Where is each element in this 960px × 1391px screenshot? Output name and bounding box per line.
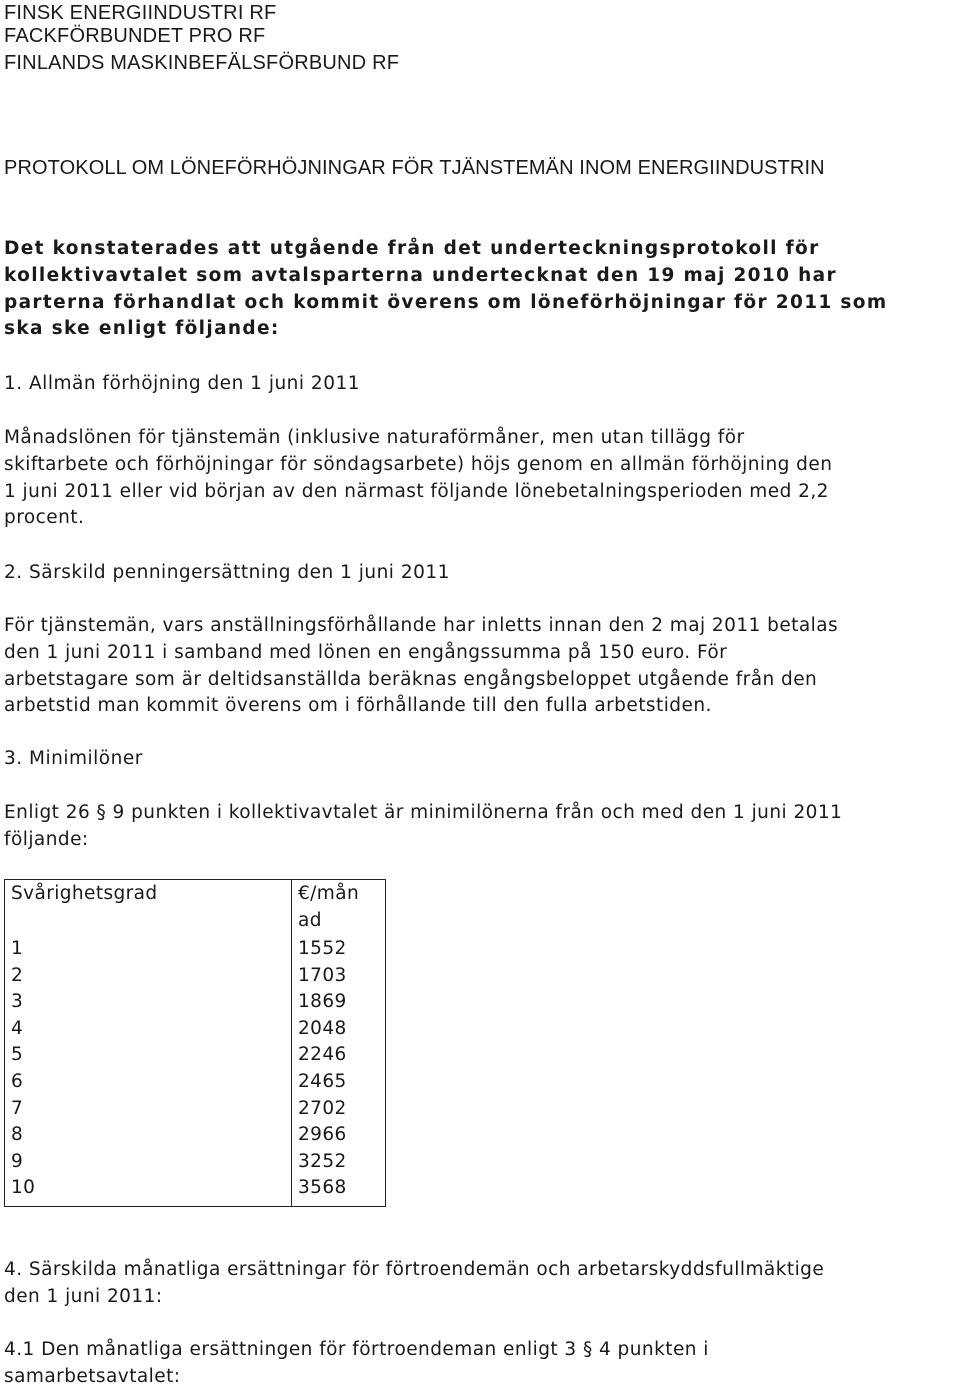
table-row xyxy=(5,1122,386,1149)
wage-cell: 1869 xyxy=(292,989,386,1016)
difficulty-cell: 7 xyxy=(5,1096,292,1123)
org-line-2: FACKFÖRBUNDET PRO RF xyxy=(4,25,266,47)
table-row xyxy=(5,963,386,990)
table-row xyxy=(5,1016,386,1043)
column-header-difficulty: Svårighetsgrad xyxy=(5,880,292,937)
paragraph-line: Månadslönen för tjänstemän (inklusive naturaförmåner, men utan tillägg för xyxy=(4,427,745,448)
minimum-wage-table xyxy=(4,879,386,1207)
wage-cell: 2702 xyxy=(292,1096,386,1123)
paragraph-line: skiftarbete och förhöjningar för söndagsarbete) höjs genom en allmän förhöjning den xyxy=(4,453,833,475)
difficulty-cell: 10 xyxy=(5,1175,292,1206)
paragraph-line: arbetstagare som är deltidsanställda beräknas engångsbeloppet utgående från den xyxy=(4,668,818,690)
wage-cell: 2048 xyxy=(292,1016,386,1043)
table-row xyxy=(5,936,386,963)
paragraph-line: 4.1 Den månatliga ersättningen för förtroendeman enligt 3 § 4 punkten i xyxy=(4,1339,709,1360)
table-row xyxy=(5,1149,386,1176)
difficulty-cell: 4 xyxy=(5,1016,292,1043)
wage-cell: 1703 xyxy=(292,963,386,990)
section-1-paragraph xyxy=(4,425,959,532)
document-title: PROTOKOLL OM LÖNEFÖRHÖJNINGAR FÖR TJÄNSTEMÄN INOM ENERGIINDUSTRIN xyxy=(4,157,825,179)
paragraph-line: procent. xyxy=(4,507,85,529)
paragraph-line: följande: xyxy=(4,828,89,850)
table-row xyxy=(5,1096,386,1123)
section-1-heading: 1. Allmän förhöjning den 1 juni 2011 xyxy=(4,373,361,394)
wage-cell: 3252 xyxy=(292,1149,386,1176)
table-row xyxy=(5,1069,386,1096)
intro-line: parterna förhandlat och kommit överens om löneförhöjningar för 2011 som xyxy=(4,291,888,313)
wage-cell: 3568 xyxy=(292,1175,386,1206)
paragraph-line: 1 juni 2011 eller vid början av den närmast följande lönebetalningsperioden med 2,2 xyxy=(4,480,829,502)
wage-cell: 2465 xyxy=(292,1069,386,1096)
section-3-paragraph xyxy=(4,800,959,854)
paragraph-line: den 1 juni 2011 i samband med lönen en engångssumma på 150 euro. För xyxy=(4,641,728,663)
intro-line: Det konstaterades att utgående från det underteckningsprotokoll för xyxy=(4,238,820,259)
difficulty-cell: 6 xyxy=(5,1069,292,1096)
org-line-1: FINSK ENERGIINDUSTRI RF xyxy=(4,2,277,24)
section-4-1-paragraph xyxy=(4,1337,959,1391)
paragraph-line: arbetstid man kommit överens om i förhållande till den fulla arbetstiden. xyxy=(4,695,712,717)
paragraph-line: För tjänstemän, vars anställningsförhållande har inletts innan den 2 maj 2011 betalas xyxy=(4,615,839,636)
paragraph-line: Enligt 26 § 9 punkten i kollektivavtalet är minimilönerna från och med den 1 juni 2011 xyxy=(4,802,843,823)
intro-line: ska ske enligt följande: xyxy=(4,318,280,340)
heading-line: den 1 juni 2011: xyxy=(4,1285,163,1307)
difficulty-cell: 8 xyxy=(5,1122,292,1149)
paragraph-line: samarbetsavtalet: xyxy=(4,1365,181,1387)
table-header-row xyxy=(5,880,386,937)
org-line-3: FINLANDS MASKINBEFÄLSFÖRBUND RF xyxy=(4,52,400,74)
table-row xyxy=(5,1175,386,1206)
table-row xyxy=(5,989,386,1016)
difficulty-cell: 9 xyxy=(5,1149,292,1176)
heading-line: 4. Särskilda månatliga ersättningar för förtroendemän och arbetarskyddsfullmäktige xyxy=(4,1259,825,1280)
column-header-monthly-eur-label: €/mån ad xyxy=(298,883,360,931)
difficulty-cell: 5 xyxy=(5,1042,292,1069)
wage-cell: 1552 xyxy=(292,936,386,963)
difficulty-cell: 3 xyxy=(5,989,292,1016)
table-row xyxy=(5,1042,386,1069)
column-header-monthly-eur xyxy=(292,880,386,937)
section-4-heading xyxy=(4,1257,959,1311)
section-2-heading: 2. Särskild penningersättning den 1 juni 2011 xyxy=(4,562,450,583)
wage-cell: 2966 xyxy=(292,1122,386,1149)
section-2-paragraph xyxy=(4,613,959,720)
difficulty-cell: 1 xyxy=(5,936,292,963)
intro-line: kollektivavtalet som avtalsparterna undertecknat den 19 maj 2010 har xyxy=(4,264,837,286)
difficulty-cell: 2 xyxy=(5,963,292,990)
wage-cell: 2246 xyxy=(292,1042,386,1069)
intro-paragraph xyxy=(4,236,954,343)
section-3-heading: 3. Minimilöner xyxy=(4,748,143,769)
